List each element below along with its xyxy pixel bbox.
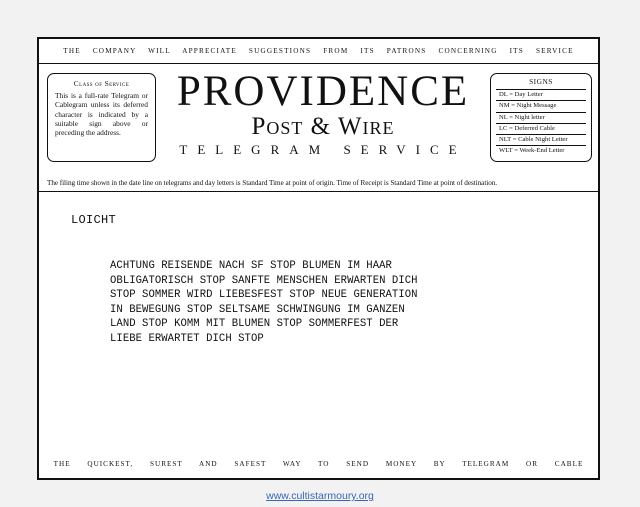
sign-item: LC = Deferred Cable [496, 124, 586, 135]
brand-subtitle: Post & Wire [251, 113, 395, 140]
telegram-recipient: LOICHT [71, 213, 117, 227]
sign-item: NM = Night Message [496, 101, 586, 112]
brand-name: PROVIDENCE [176, 68, 470, 115]
sign-item: WLT = Week-End Letter [499, 147, 565, 155]
telegram-form [37, 37, 600, 480]
footer [0, 490, 640, 502]
top-divider [39, 63, 598, 64]
class-of-service-text: This is a full-rate Telegram or Cablegram unless its deferred character is indicated by a suitable sign above or preceding the address. [55, 91, 148, 138]
signs-title: SIGNS [496, 77, 586, 90]
bottom-slogan: THE QUICKEST, SUREST AND SAFEST WAY TO SEND MONEY BY TELEGRAM OR CABLE [53, 460, 584, 468]
class-of-service-box [47, 73, 156, 162]
telegram-message [110, 259, 418, 347]
header-divider [39, 191, 598, 192]
filing-time-note: The filing time shown in the date line on telegrams and day letters is Standard Time at point of origin. Time of Receipt is Standard Time at point of destination. [47, 179, 498, 187]
message-line: LIEBE ERWARTET DICH STOP [110, 332, 264, 345]
signs-box [490, 73, 592, 162]
sign-item: DL = Day Letter [496, 90, 586, 101]
class-of-service-title: Class of Service [73, 79, 130, 88]
message-line: ACHTUNG REISENDE NACH SF STOP BLUMEN IM HAAR [110, 260, 392, 272]
message-line: LAND STOP KOMM MIT BLUMEN STOP SOMMERFEST DER [110, 318, 399, 331]
sign-item: NLT = Cable Night Letter [496, 135, 586, 146]
message-line: STOP SOMMER WIRD LIEBESFEST STOP NEUE GENERATION [110, 289, 418, 302]
brand-service: TELEGRAM SERVICE [179, 142, 467, 157]
message-line: OBLIGATORISCH STOP SANFTE MENSCHEN ERWARTEN DICH [110, 274, 418, 287]
sign-item: NL = Night letter [496, 113, 586, 124]
website-link[interactable]: www.cultistarmoury.org [266, 490, 374, 502]
company-suggestion-line: THE COMPANY WILL APPRECIATE SUGGESTIONS FROM ITS PATRONS CONCERNING ITS SERVICE [63, 47, 574, 55]
message-line: IN BEWEGUNG STOP SELTSAME SCHWINGUNG IM GANZEN [110, 303, 405, 316]
